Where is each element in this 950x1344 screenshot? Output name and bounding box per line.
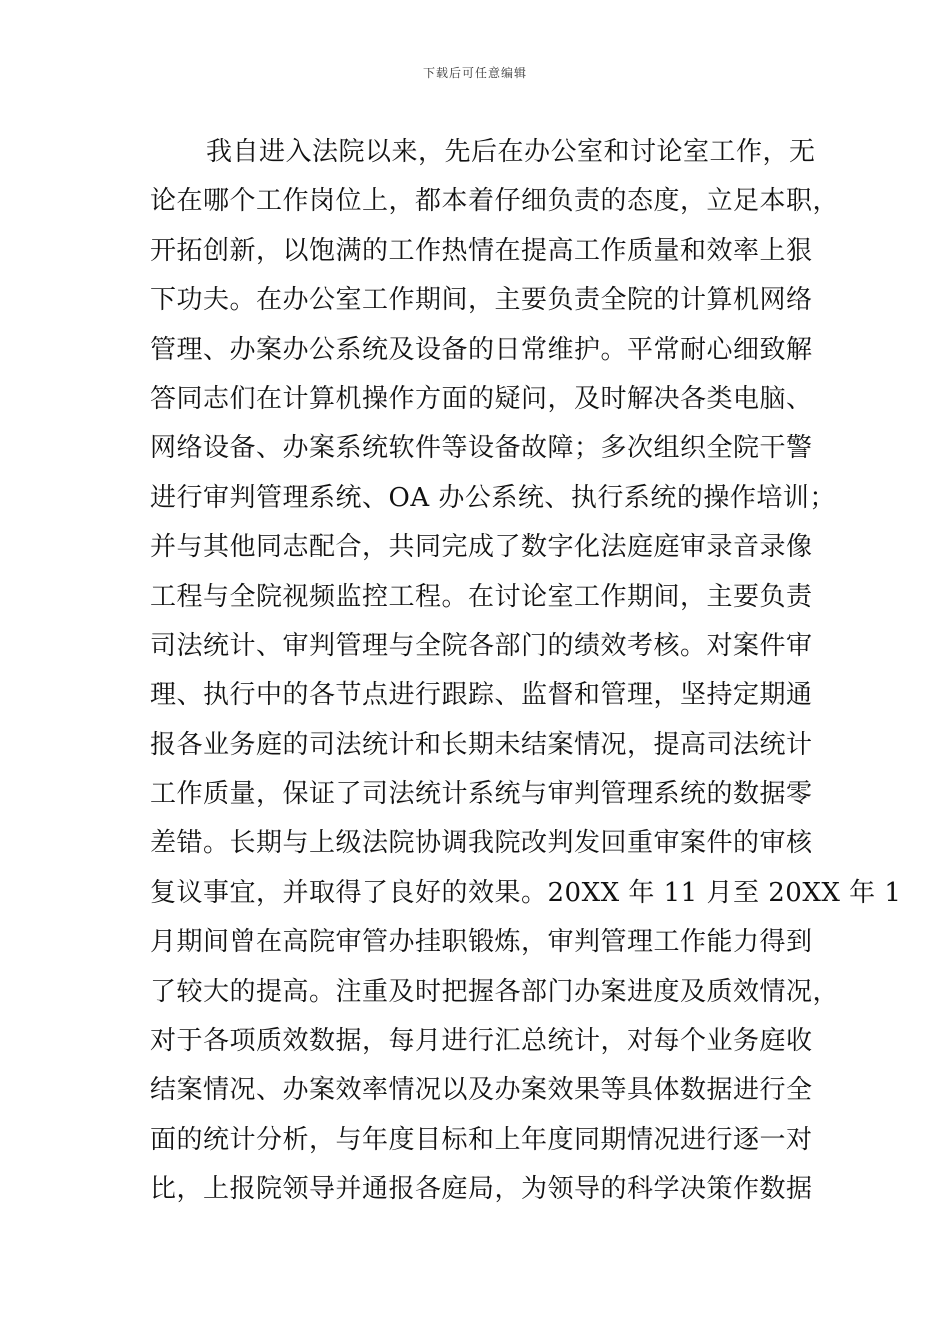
- text-line: 论在哪个工作岗位上，都本着仔细负责的态度，立足本职，: [150, 186, 840, 217]
- text-line: 月期间曾在高院审管办挂职锻炼，审判管理工作能力得到: [150, 927, 813, 958]
- text-line: 工作质量，保证了司法统计系统与审判管理系统的数据零: [150, 779, 813, 810]
- text-line: 进行审判管理系统、OA 办公系统、执行系统的操作培训；: [150, 482, 836, 513]
- text-line: 答同志们在计算机操作方面的疑问，及时解决各类电脑、: [150, 383, 813, 414]
- text-line: 开拓创新，以饱满的工作热情在提高工作质量和效率上狠: [150, 235, 813, 266]
- text-line: 结案情况、办案效率情况以及办案效果等具体数据进行全: [150, 1075, 813, 1106]
- text-line: 网络设备、办案系统软件等设备故障；多次组织全院干警: [150, 433, 813, 464]
- text-line: 管理、办案办公系统及设备的日常维护。平常耐心细致解: [150, 334, 813, 365]
- text-line: 面的统计分析，与年度目标和上年度同期情况进行逐一对: [150, 1124, 813, 1155]
- header-note: 下载后可任意编辑: [422, 66, 527, 80]
- text-line: 下功夫。在办公室工作期间，主要负责全院的计算机网络: [150, 285, 813, 316]
- text-line: 理、执行中的各节点进行跟踪、监督和管理，坚持定期通: [150, 680, 813, 711]
- text-line: 并与其他同志配合，共同完成了数字化法庭庭审录音录像: [150, 532, 813, 563]
- text-line: 差错。长期与上级法院协调我院改判发回重审案件的审核: [150, 828, 813, 859]
- text-line: 了较大的提高。注重及时把握各部门办案进度及质效情况，: [150, 976, 840, 1007]
- text-line: 工程与全院视频监控工程。在讨论室工作期间，主要负责: [150, 581, 813, 612]
- text-line: 复议事宜，并取得了良好的效果。20XX 年 11 月至 20XX 年 1: [150, 877, 902, 908]
- text-line: 司法统计、审判管理与全院各部门的绩效考核。对案件审: [150, 630, 813, 661]
- body-paragraph: [150, 128, 902, 1215]
- text-line: 对于各项质效数据，每月进行汇总统计，对每个业务庭收: [150, 1026, 813, 1057]
- text-line: 我自进入法院以来，先后在办公室和讨论室工作，无: [206, 137, 816, 167]
- text-line: 比，上报院领导并通报各庭局，为领导的科学决策作数据: [150, 1174, 813, 1205]
- text-line: 报各业务庭的司法统计和长期未结案情况，提高司法统计: [150, 729, 813, 760]
